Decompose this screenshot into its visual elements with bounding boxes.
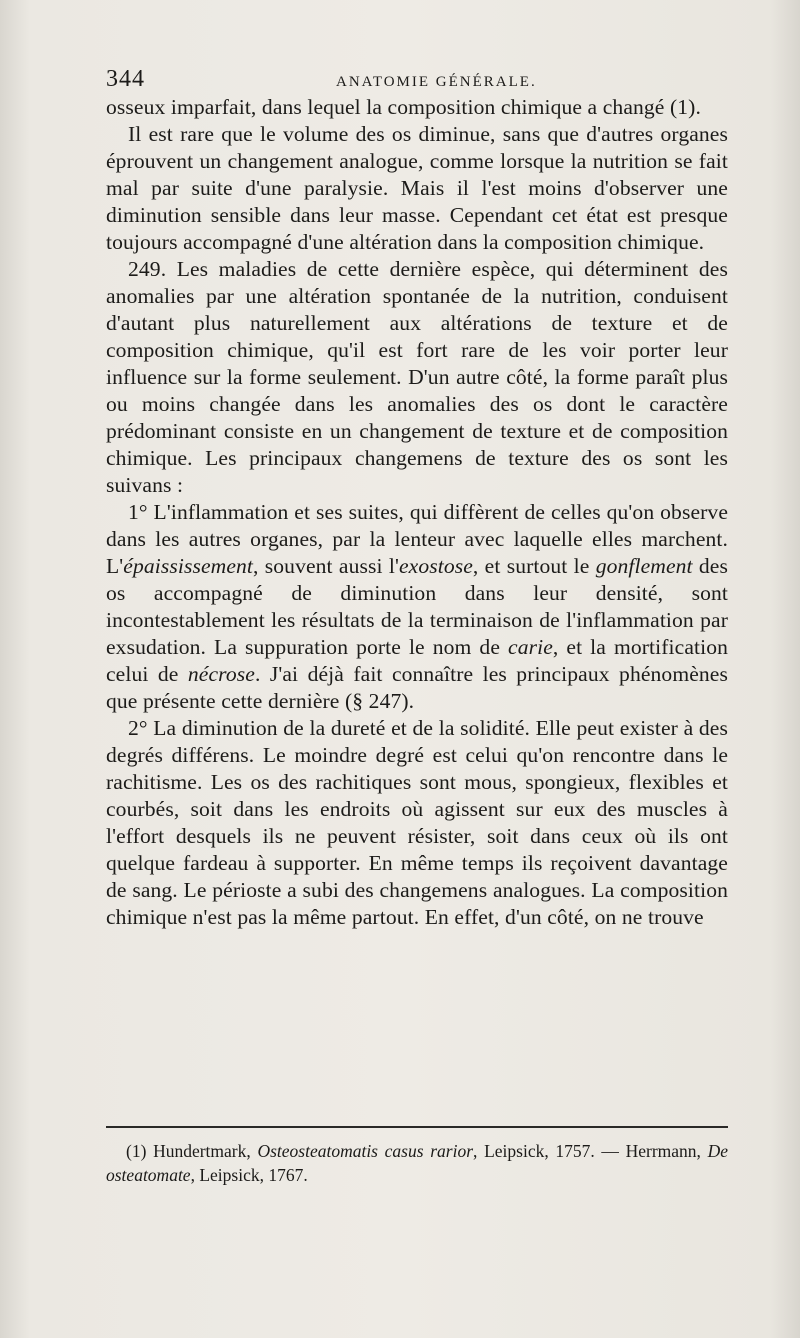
text-run: , Leipsick, 1767. <box>190 1165 308 1185</box>
italic-term-epaississement: épaississement <box>123 554 254 578</box>
page-number: 344 <box>106 66 145 92</box>
text-run: des os accompagné de diminution dans leur densité, sont incontestablement les résultats de la terminaison de l'inflammation par exsudation. La suppuration porte le nom de <box>106 554 728 659</box>
footnote-1 <box>106 1139 728 1187</box>
text-run: (1) Hundertmark, <box>126 1141 258 1161</box>
main-text <box>106 94 728 931</box>
italic-term-necrose: nécrose <box>187 662 255 686</box>
italic-term-gonflement: gonflement <box>595 554 693 578</box>
paragraph-durete: 2° La diminution de la dureté et de la solidité. Elle peut exister à des degrés différens. Le moindre degré est celui qu'on rencontre dans le rachitisme. Les os des rachitiques sont mous, spongieux, flexibles et courbés, soit dans les endroits où agissent sur eux des muscles à l'effort desquels ils ne peuvent résister, soit dans ceux où ils ont quelque fardeau à supporter. En même temps ils reçoivent davantage de sang. Le périoste a subi des changemens analogues. La composition chimique n'est pas la même partout. En effet, d'un côté, on ne trouve <box>106 716 728 929</box>
text-run: , souvent aussi l' <box>253 554 399 578</box>
footnote-divider <box>106 1126 728 1128</box>
text-run: , et surtout le <box>472 554 596 578</box>
paragraph-section-249: 249. Les maladies de cette dernière espèce, qui déterminent des anomalies par une altération spontanée de la nutrition, conduisent d'autant plus naturellement aux altérations de texture et de composition chimique, qu'il est fort rare de les voir porter leur influence sur la forme seulement. D'un autre côté, la forme paraît plus ou moins changée dans les anomalies des os dont le caractère prédominant consiste en un changement de texture et de composition chimique. Les principaux changemens de texture des os sont les suivans : <box>106 257 728 497</box>
running-head: ANATOMIE GÉNÉRALE. <box>336 74 537 90</box>
footnotes <box>106 1139 728 1187</box>
text-run: . J'ai déjà fait connaître les principaux phénomènes que présente cette dernière (§ 247). <box>106 662 728 713</box>
italic-term-carie: carie <box>508 635 553 659</box>
italic-title: Osteosteatomatis casus rarior <box>257 1141 474 1161</box>
paragraph-volume: Il est rare que le volume des os diminue, sans que d'autres organes éprouvent un changement analogue, comme lorsque la nutrition se fait mal par suite d'une paralysie. Mais il l'est moins d'observer une diminution sensible dans leur masse. Cependant cet état est presque toujours accompagné d'une altération dans la composition chimique. <box>106 122 728 254</box>
italic-term-exostose: exostose <box>398 554 473 578</box>
paragraph-inflammation <box>106 499 728 715</box>
italic-title: De osteatomate <box>106 1141 729 1185</box>
text-run: 1° L'inflammation et ses suites, qui diffèrent de celles qu'on observe dans les autres organes, par la lenteur avec laquelle elles marchent. L' <box>106 500 728 578</box>
paragraph-continuation: osseux imparfait, dans lequel la composition chimique a changé (1). <box>106 95 701 119</box>
text-run: , Leipsick, 1757. — Herrmann, <box>473 1141 708 1161</box>
text-run: , et la mortification celui de <box>106 635 728 686</box>
